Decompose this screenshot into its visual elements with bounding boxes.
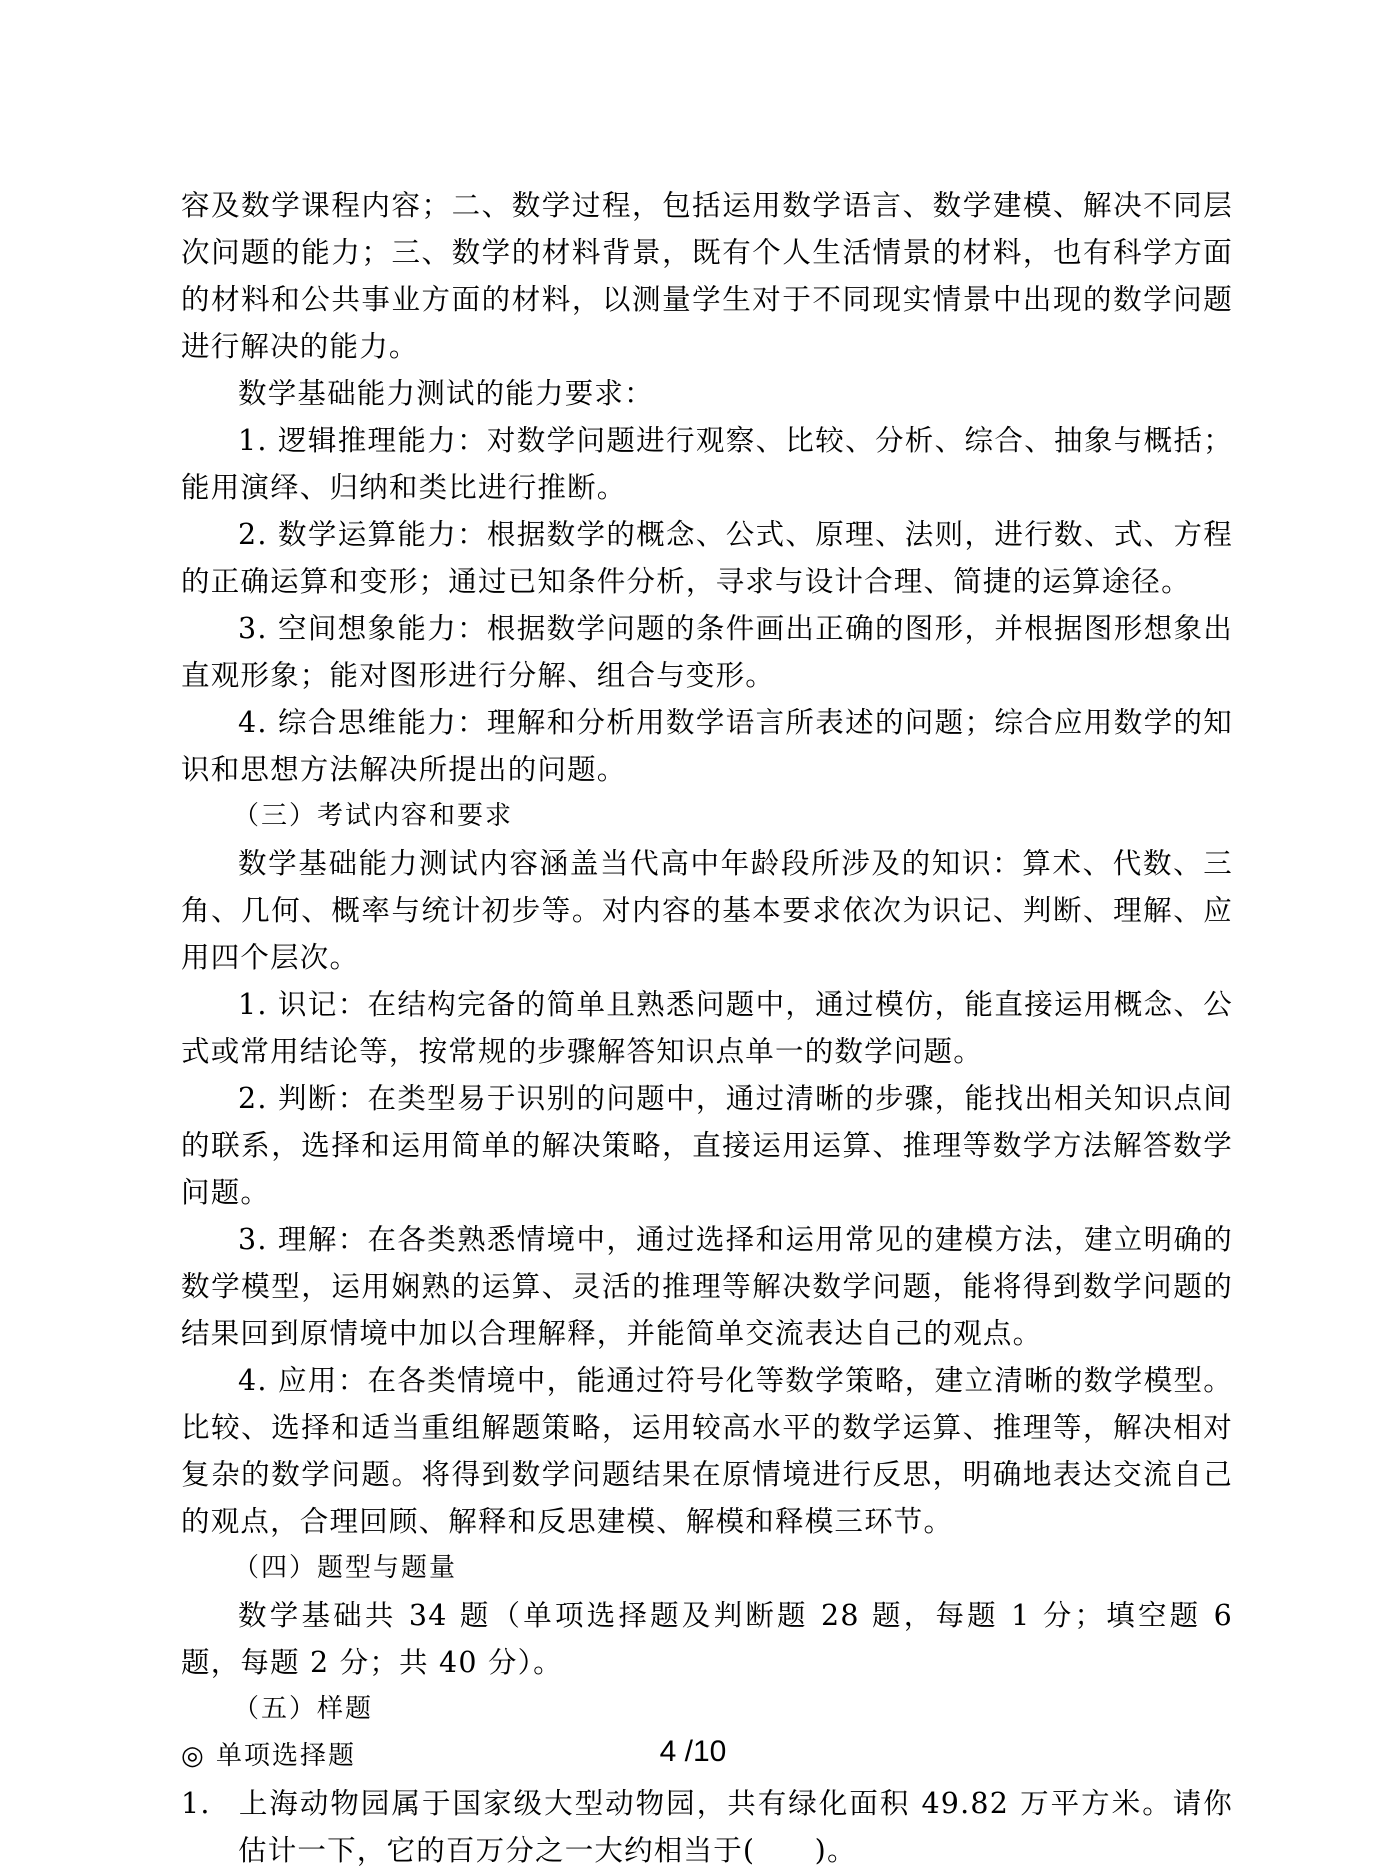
paragraph-content-coverage: 数学基础能力测试内容涵盖当代高中年龄段所涉及的知识：算术、代数、三角、几何、概率与统计初步等。对内容的基本要求依次为识记、判断、理解、应用四个层次。: [181, 847, 1233, 974]
question-number: 1.: [181, 1787, 211, 1820]
section-heading-content-requirements: （三）考试内容和要求: [233, 801, 514, 831]
question-1: [181, 1780, 1233, 1874]
paragraph-level-memorize: 1. 识记：在结构完备的简单且熟悉问题中，通过模仿，能直接运用概念、公式或常用结论等，按常规的步骤解答知识点单一的数学问题。: [181, 988, 1233, 1068]
question-text: 上海动物园属于国家级大型动物园，共有绿化面积 49.82 万平方米。请你估计一下，它的百万分之一大约相当于( )。: [238, 1787, 1233, 1867]
paragraph-level-apply: 4. 应用：在各类情境中，能通过符号化等数学策略，建立清晰的数学模型。比较、选择和适当重组解题策略，运用较高水平的数学运算、推理等，解决相对复杂的数学问题。将得到数学问题结果在原情境进行反思，明确地表达交流自己的观点，合理回顾、解释和反思建模、解模和释模三环节。: [181, 1364, 1233, 1538]
paragraph-ability-requirements: 数学基础能力测试的能力要求：: [238, 377, 654, 410]
section-heading-question-types: （四）题型与题量: [233, 1553, 458, 1583]
paragraph-question-count: 数学基础共 34 题（单项选择题及判断题 28 题，每题 1 分；填空题 6 题，每题 2 分；共 40 分）。: [181, 1599, 1233, 1679]
document-body: [181, 182, 1233, 1874]
single-choice-label: ◎ 单项选择题: [181, 1741, 356, 1771]
paragraph-logic-reasoning: 1. 逻辑推理能力：对数学问题进行观察、比较、分析、综合、抽象与概括；能用演绎、归纳和类比进行推断。: [181, 424, 1233, 504]
paragraph-math-operation: 2. 数学运算能力：根据数学的概念、公式、原理、法则，进行数、式、方程的正确运算和变形；通过已知条件分析，寻求与设计合理、简捷的运算途径。: [181, 518, 1233, 598]
paragraph-level-understand: 3. 理解：在各类熟悉情境中，通过选择和运用常见的建模方法，建立明确的数学模型，运用娴熟的运算、灵活的推理等解决数学问题，能将得到数学问题的结果回到原情境中加以合理解释，并能简单交流表达自己的观点。: [181, 1223, 1233, 1350]
paragraph-level-judge: 2. 判断：在类型易于识别的问题中，通过清晰的步骤，能找出相关知识点间的联系，选择和运用简单的解决策略，直接运用运算、推理等数学方法解答数学问题。: [181, 1082, 1233, 1209]
page-number: 4 /10: [659, 1735, 727, 1768]
paragraph-spatial-imagination: 3. 空间想象能力：根据数学问题的条件画出正确的图形，并根据图形想象出直观形象；能对图形进行分解、组合与变形。: [181, 612, 1233, 692]
paragraph-intro-continued: 容及数学课程内容；二、数学过程，包括运用数学语言、数学建模、解决不同层次问题的能力；三、数学的材料背景，既有个人生活情景的材料，也有科学方面的材料和公共事业方面的材料，以测量学生对于不同现实情景中出现的数学问题进行解决的能力。: [181, 189, 1233, 363]
paragraph-comprehensive-thinking: 4. 综合思维能力：理解和分析用数学语言所表述的问题；综合应用数学的知识和思想方法解决所提出的问题。: [181, 706, 1233, 786]
section-heading-sample-questions: （五）样题: [233, 1694, 374, 1724]
